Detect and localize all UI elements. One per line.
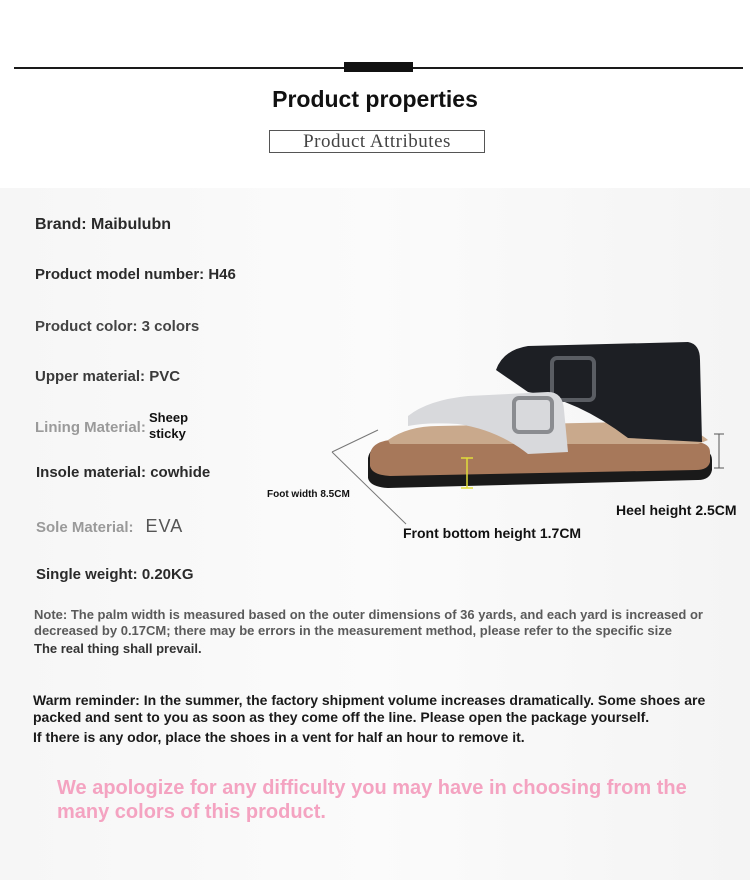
foot-width-guide-top — [332, 430, 378, 452]
brand-attribute: Brand: Maibulubn — [35, 216, 171, 233]
front-height-label: Front bottom height 1.7CM — [403, 525, 582, 541]
sole-label — [36, 516, 183, 537]
lining-value-line1: Sheep — [149, 410, 189, 425]
model-attribute: Product model number: H46 — [35, 266, 236, 283]
lining-label: Lining Material: — [35, 419, 146, 436]
upper-attribute: Upper material: PVC — [35, 368, 181, 385]
color-attribute: Product color: 3 colors — [35, 318, 200, 335]
header-divider-accent — [344, 62, 413, 72]
lining-value-line2: sticky — [149, 426, 186, 441]
apology-message: We apologize for any difficulty you may have in choosing from the many colors of this product. — [57, 777, 687, 823]
measurement-note-end: The real thing shall prevail. — [34, 641, 202, 656]
page-title: Product properties — [272, 86, 478, 112]
sandal-image — [328, 330, 748, 530]
lining-value — [149, 410, 188, 442]
page-subtitle: Product Attributes — [269, 130, 485, 153]
warm-reminder: Warm reminder: In the summer, the factory shipment volume increases dramatically. Some shoes are packed and sent to you as soon as they come off the line. Please open the package yourself. — [33, 692, 706, 725]
insole-attribute: Insole material: cowhide — [36, 464, 211, 481]
measurement-note: Note: The palm width is measured based on the outer dimensions of 36 yards, and each yard is increased or decreased by 0.17CM; there may be errors in the measurement method, please refer to the specific size — [34, 607, 703, 638]
sole-label-text: Sole Material: — [36, 519, 134, 536]
heel-height-label: Heel height 2.5CM — [616, 502, 737, 518]
foot-width-label: Foot width 8.5CM — [267, 489, 350, 500]
header-section — [0, 0, 750, 188]
weight-attribute: Single weight: 0.20KG — [36, 566, 194, 583]
warm-reminder-end: If there is any odor, place the shoes in a vent for half an hour to remove it. — [33, 729, 525, 745]
sole-value: EVA — [145, 516, 184, 536]
